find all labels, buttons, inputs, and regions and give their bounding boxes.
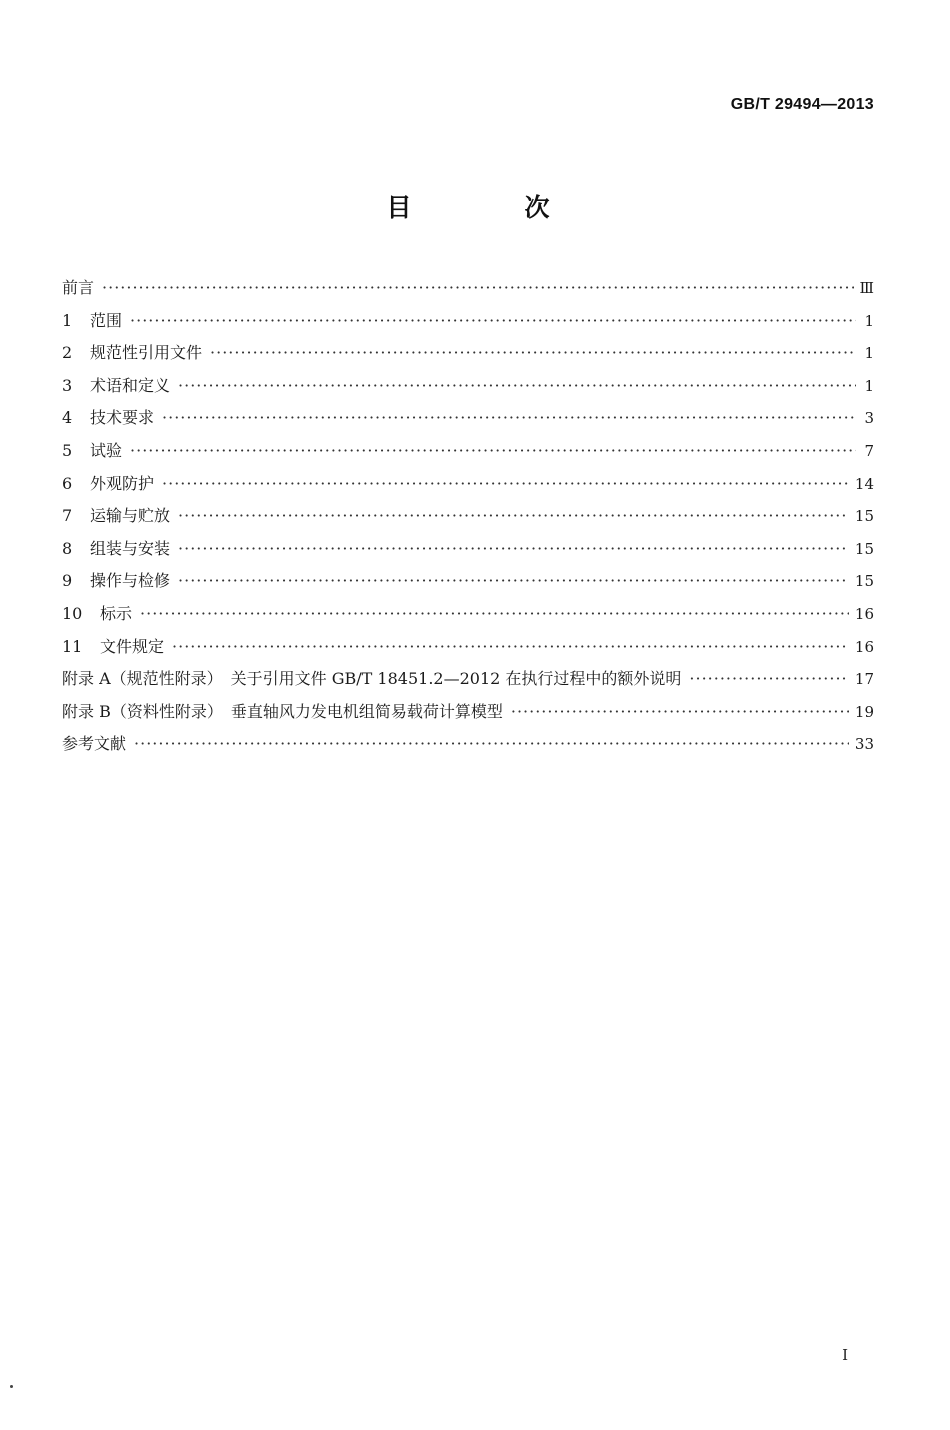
toc-leader-dots <box>172 631 849 664</box>
toc-entry-number: 5 <box>62 440 73 460</box>
standard-number: GB/T 29494—2013 <box>730 96 874 113</box>
toc-title: 目 次 <box>386 193 594 222</box>
toc-leader-dots <box>162 468 849 501</box>
toc-entry-number: 7 <box>62 506 73 526</box>
toc-entry-page: 15 <box>854 507 874 526</box>
toc-entry-number: 4 <box>62 408 73 428</box>
toc-leader-dots <box>689 663 849 696</box>
toc-entry-label: 运输与贮放 <box>90 506 171 526</box>
toc-entry-label: 标示 <box>100 603 133 623</box>
toc-entry-number: 11 <box>62 636 83 656</box>
toc-entry-1[interactable] <box>62 305 874 338</box>
toc-leader-dots <box>511 696 849 729</box>
toc-entry-7[interactable] <box>62 500 874 533</box>
toc-entry-6[interactable] <box>62 468 874 501</box>
toc-entry-page: 17 <box>854 670 874 689</box>
toc-entry-appendix-a[interactable] <box>62 663 874 696</box>
toc-entry-label: 组装与安装 <box>90 538 171 558</box>
toc-entry-label: 附录 A（规范性附录） 关于引用文件 GB/T 18451.2—2012 在执行过程中的额外说明 <box>62 669 682 689</box>
toc-entry-number: 8 <box>62 538 73 558</box>
toc-entry-label: 外观防护 <box>90 473 155 493</box>
toc-entry-number: 6 <box>62 473 73 493</box>
toc-leader-dots <box>178 533 849 566</box>
toc-entry-page: 15 <box>854 539 874 558</box>
toc-leader-dots <box>178 565 849 598</box>
toc-entry-8[interactable] <box>62 533 874 566</box>
toc-entry-page: 14 <box>854 474 874 493</box>
toc-entry-number: 3 <box>62 375 73 395</box>
toc-entry-number: 10 <box>62 603 83 623</box>
toc-leader-dots <box>162 402 856 435</box>
toc-entry-9[interactable] <box>62 565 874 598</box>
toc-entry-preface[interactable] <box>62 272 874 305</box>
toc-entry-4[interactable] <box>62 402 874 435</box>
toc-entry-page: 16 <box>854 604 874 623</box>
toc-entry-label: 技术要求 <box>90 408 155 428</box>
toc-entry-page: Ⅲ <box>859 279 874 297</box>
toc-leader-dots <box>178 500 849 533</box>
toc-entry-page: 19 <box>854 702 874 721</box>
scan-speck <box>10 1385 13 1388</box>
toc-entry-references[interactable] <box>62 728 874 761</box>
toc-list <box>62 272 874 761</box>
toc-entry-page: 1 <box>864 311 874 330</box>
toc-entry-label: 术语和定义 <box>90 375 171 395</box>
toc-leader-dots <box>140 598 849 631</box>
toc-entry-label: 范围 <box>90 310 123 330</box>
toc-entry-label: 前言 <box>62 278 95 297</box>
toc-leader-dots <box>102 272 854 305</box>
toc-entry-page: 1 <box>864 376 874 395</box>
toc-entry-appendix-b[interactable] <box>62 696 874 729</box>
toc-entry-10[interactable] <box>62 598 874 631</box>
toc-entry-2[interactable] <box>62 337 874 370</box>
toc-entry-number: 2 <box>62 343 73 363</box>
toc-entry-page: 33 <box>854 735 874 754</box>
toc-entry-page: 15 <box>854 572 874 591</box>
page-number: I <box>842 1346 848 1364</box>
toc-entry-label: 附录 B（资料性附录） 垂直轴风力发电机组简易载荷计算模型 <box>62 701 503 721</box>
toc-entry-number: 1 <box>62 310 73 330</box>
toc-entry-5[interactable] <box>62 435 874 468</box>
toc-entry-page: 16 <box>854 637 874 656</box>
toc-leader-dots <box>178 370 856 403</box>
toc-entry-label: 文件规定 <box>100 636 165 656</box>
toc-entry-label: 参考文献 <box>62 734 127 754</box>
toc-entry-3[interactable] <box>62 370 874 403</box>
toc-leader-dots <box>134 728 849 761</box>
toc-entry-11[interactable] <box>62 631 874 664</box>
toc-entry-label: 操作与检修 <box>90 571 171 591</box>
toc-entry-page: 7 <box>864 441 874 460</box>
toc-leader-dots <box>130 435 856 468</box>
toc-entry-label: 试验 <box>90 440 123 460</box>
toc-entry-page: 3 <box>864 409 874 428</box>
toc-entry-label: 规范性引用文件 <box>90 343 203 363</box>
toc-entry-page: 1 <box>864 344 874 363</box>
toc-entry-number: 9 <box>62 571 73 591</box>
toc-leader-dots <box>130 305 856 338</box>
toc-leader-dots <box>210 337 856 370</box>
